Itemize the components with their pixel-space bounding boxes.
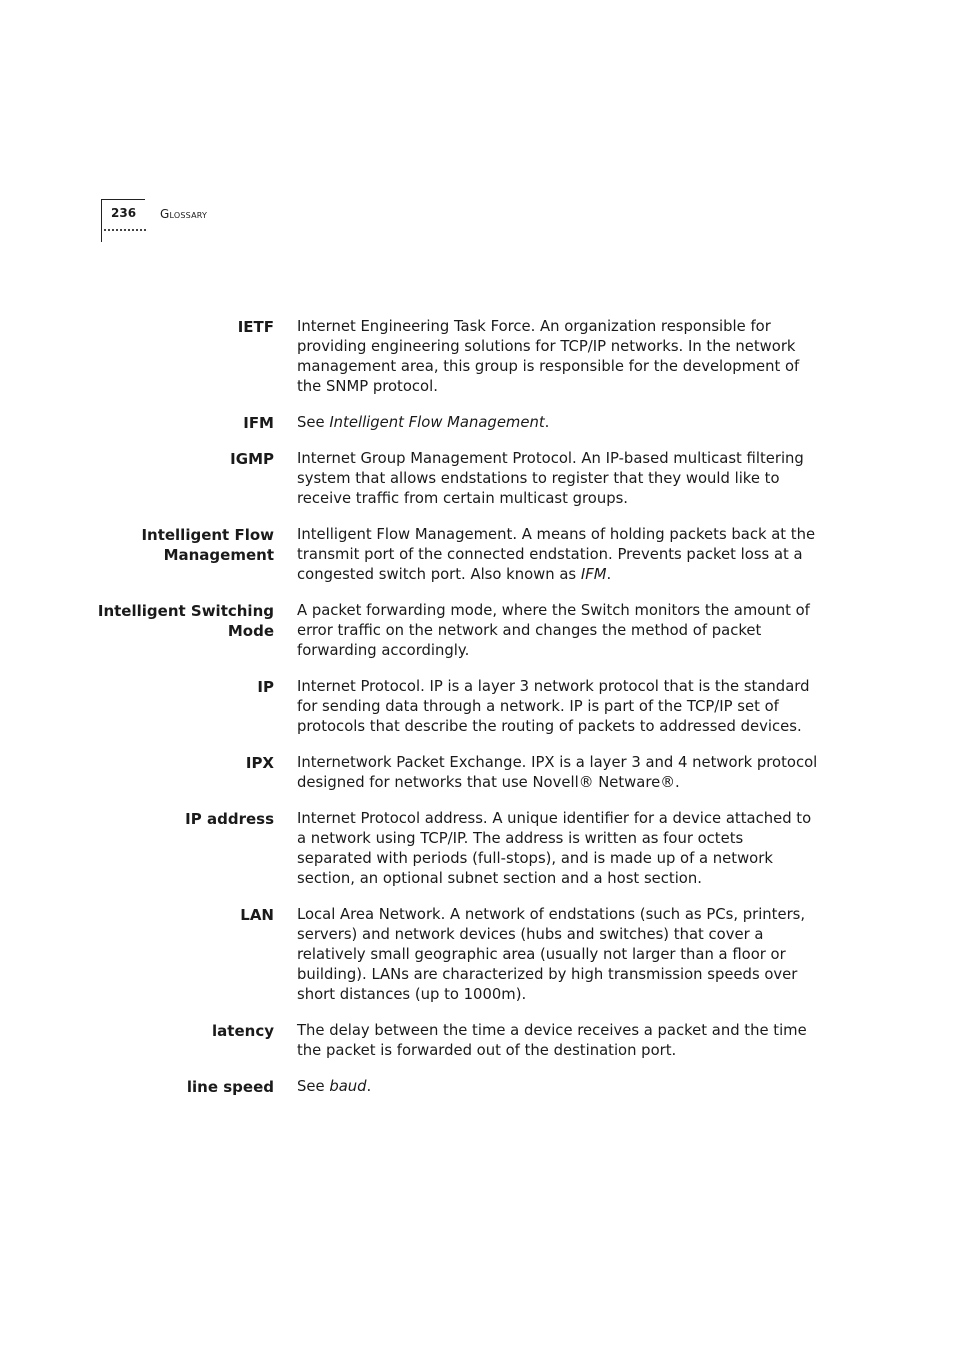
glossary-term: IETF bbox=[237, 318, 274, 336]
glossary-definition: Internet Group Management Protocol. An IP-based multicast filtering system that allows endstations to register that they would like to receive traffic from certain multicast groups. bbox=[297, 450, 804, 507]
cross-reference: IFM bbox=[580, 566, 607, 583]
glossary-definition: Internet Engineering Task Force. An organization responsible for providing engineering solutions for TCP/IP networks. In the network management area, this group is responsible for the development of the SNMP protocol. bbox=[297, 318, 800, 395]
glossary-definition bbox=[297, 525, 822, 585]
definition-text: Intelligent Flow Management. A means of holding packets back at the transmit port of the connected endstation. Prevents packet loss at a congested switch port. Also known as bbox=[297, 526, 816, 583]
glossary-entry-intelligent-flow-management bbox=[0, 525, 954, 585]
glossary-definition: Internetwork Packet Exchange. IPX is a layer 3 and 4 network protocol designed for networks that use Novell® Netware®. bbox=[297, 754, 818, 791]
glossary-entry-ifm bbox=[0, 413, 954, 433]
glossary-entry-lan bbox=[0, 905, 954, 1005]
glossary-definition: Internet Protocol address. A unique identifier for a device attached to a network using TCP/IP. The address is written as four octets separated with periods (full-stops), and is made up of a network section, an optional subnet section and a host section. bbox=[297, 810, 812, 887]
page-number: 236 bbox=[111, 206, 137, 220]
definition-text: . bbox=[366, 1078, 372, 1095]
header-dotted-rule bbox=[104, 229, 146, 232]
definition-text: . bbox=[544, 414, 550, 431]
term-line: Mode bbox=[227, 622, 274, 640]
glossary-entry-intelligent-switching-mode bbox=[0, 601, 954, 661]
term-line: Intelligent Flow bbox=[141, 526, 274, 544]
glossary-definition bbox=[297, 1077, 822, 1097]
glossary-term bbox=[0, 601, 274, 661]
glossary-list bbox=[0, 317, 954, 1113]
glossary-entry-igmp bbox=[0, 449, 954, 509]
glossary-term: latency bbox=[212, 1022, 274, 1040]
definition-text: . bbox=[606, 566, 612, 583]
glossary-term: IPX bbox=[245, 754, 274, 772]
glossary-entry-ietf bbox=[0, 317, 954, 397]
term-line: Management bbox=[163, 546, 274, 564]
glossary-term: line speed bbox=[186, 1078, 274, 1096]
glossary-entry-ip-address bbox=[0, 809, 954, 889]
glossary-term: IFM bbox=[243, 414, 274, 432]
glossary-term: IGMP bbox=[230, 450, 274, 468]
glossary-definition: A packet forwarding mode, where the Switch monitors the amount of error traffic on the network and changes the method of packet forwarding accordingly. bbox=[297, 602, 810, 659]
glossary-term: IP bbox=[257, 678, 274, 696]
header-top-rule bbox=[101, 199, 145, 200]
section-title: Glossary bbox=[160, 207, 208, 221]
term-line: Intelligent Switching bbox=[97, 602, 274, 620]
header-vertical-rule bbox=[101, 199, 102, 242]
glossary-definition: Internet Protocol. IP is a layer 3 network protocol that is the standard for sending data through a network. IP is part of the TCP/IP set of protocols that describe the routing of packets to addressed devices. bbox=[297, 678, 810, 735]
definition-text: See bbox=[297, 414, 330, 431]
glossary-entry-latency bbox=[0, 1021, 954, 1061]
cross-reference: baud bbox=[329, 1078, 367, 1095]
glossary-term bbox=[0, 525, 274, 585]
glossary-entry-line-speed bbox=[0, 1077, 954, 1097]
glossary-term: IP address bbox=[185, 810, 274, 828]
glossary-term: LAN bbox=[240, 906, 274, 924]
glossary-entry-ipx bbox=[0, 753, 954, 793]
page-header bbox=[101, 199, 261, 243]
glossary-entry-ip bbox=[0, 677, 954, 737]
glossary-definition bbox=[297, 413, 822, 433]
glossary-definition: The delay between the time a device receives a packet and the time the packet is forwarded out of the destination port. bbox=[297, 1022, 807, 1059]
cross-reference: Intelligent Flow Management bbox=[329, 414, 545, 431]
definition-text: See bbox=[297, 1078, 330, 1095]
glossary-definition: Local Area Network. A network of endstations (such as PCs, printers, servers) and network devices (hubs and switches) that cover a relatively small geographic area (usually not larger than a floor or building). LANs are characterized by high transmission speeds over short distances (up to 1000m). bbox=[297, 906, 806, 1003]
